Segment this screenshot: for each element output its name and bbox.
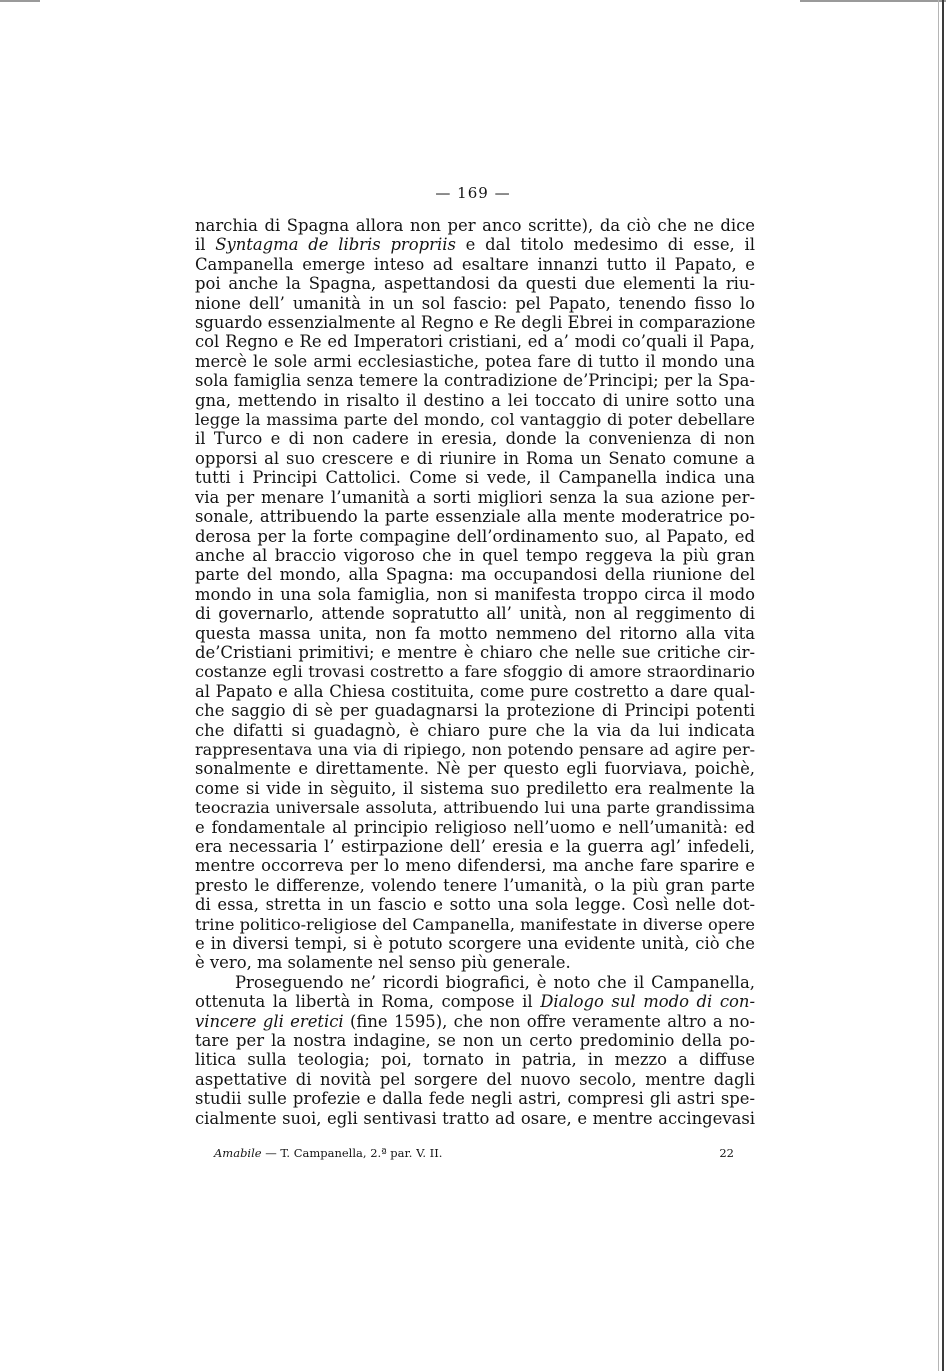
text-line: di essa, stretta in un fascio e sotto una sola legge. Così nelle dot-	[195, 895, 755, 915]
text-run: il	[195, 235, 216, 255]
text-line: tare per la nostra indagine, se non un certo predominio della po-	[195, 1031, 755, 1051]
text-line: è vero, ma solamente nel senso più generale.	[195, 953, 571, 973]
text-line: mercè le sole armi ecclesiastiche, potea fare di tutto il mondo una	[195, 351, 755, 371]
text-line: litica sulla teologia; poi, tornato in patria, in mezzo a diffuse	[195, 1050, 755, 1070]
signature-mark: 22	[719, 1146, 734, 1160]
text-run: (fine 1595), che non offre veramente altro a no-	[343, 1011, 755, 1031]
text-line: sola famiglia senza temere la contradizione de’Principi; per la Spa-	[195, 371, 755, 391]
text-line: aspettative di novità pel sorgere del nuovo secolo, mentre dagli	[195, 1069, 755, 1089]
text-line: cialmente suoi, egli sentivasi tratto ad osare, e mentre accingevasi	[195, 1108, 755, 1128]
footer-author: Amabile	[214, 1146, 262, 1160]
text-line: studii sulle profezie e dalla fede negli astri, compresi gli astri spe-	[195, 1089, 755, 1109]
scan-right-edge	[942, 0, 944, 1371]
text-line: di governarlo, attende sopratutto all’ unità, non al reggimento di	[195, 604, 755, 624]
italic-title: vincere gli eretici	[195, 1011, 344, 1031]
scan-right-edge-shadow	[938, 0, 939, 1371]
page-number: — 169 —	[435, 184, 511, 202]
text-line: tutti i Principi Cattolici. Come si vede, il Campanella indica una	[195, 468, 755, 488]
text-line: che saggio di sè per guadagnarsi la protezione di Principi potenti	[195, 701, 755, 721]
text-run: ottenuta la libertà in Roma, compose il	[195, 992, 541, 1012]
text-line: presto le differenze, volendo tenere l’umanità, o la più gran parte	[195, 875, 755, 895]
text-line: legge la massima parte del mondo, col vantaggio di poter debellare	[195, 410, 755, 430]
text-line: col Regno e Re ed Imperatori cristiani, ed a’ modi co’quali il Papa,	[195, 332, 755, 352]
text-line: Campanella emerge inteso ad esaltare innanzi tutto il Papato, e	[195, 254, 755, 274]
text-line: narchia di Spagna allora non per anco scritte), da ciò che ne dice	[195, 216, 755, 235]
text-line	[195, 992, 755, 1011]
page-footer	[214, 1144, 734, 1162]
text-line: derosa per la forte compagine dell’ordinamento suo, al Papato, ed	[195, 526, 755, 546]
text-line	[195, 1012, 755, 1031]
text-run: e dal titolo medesimo di esse, il	[455, 235, 755, 255]
text-line	[195, 235, 755, 254]
text-line: al Papato e alla Chiesa costituita, come pure costretto a dare qual-	[195, 681, 755, 701]
text-line: nione dell’ umanità in un sol fascio: pel Papato, tenendo fisso lo	[195, 293, 755, 313]
text-line: che difatti si guadagnò, è chiaro pure che la via da lui indicata	[195, 720, 755, 740]
text-line: sonalmente e direttamente. Nè per questo egli fuorviava, poichè,	[195, 759, 755, 779]
text-line: era necessaria l’ estirpazione dell’ eresia e la guerra agl’ infedeli,	[195, 837, 755, 856]
text-line: Proseguendo ne’ ricordi biografici, è noto che il Campanella,	[235, 972, 755, 992]
text-line: sguardo essenzialmente al Regno e Re degli Ebrei in comparazione	[195, 313, 756, 333]
text-line: opporsi al suo crescere e di riunire in Roma un Senato comune a	[195, 448, 755, 468]
text-line: come si vide in sèguito, il sistema suo prediletto era realmente la	[195, 778, 755, 798]
text-line: mentre occorreva per lo meno difendersi, ma anche fare sparire e	[195, 856, 755, 876]
italic-title: Syntagma de libris propriis	[215, 235, 456, 255]
text-line: trine politico-religiose del Campanella, manifestate in diverse opere	[195, 914, 755, 934]
scan-top-edge-gap	[40, 0, 800, 2]
text-line: via per menare l’umanità a sorti migliori senza la sua azione per-	[195, 487, 755, 507]
text-line: parte del mondo, alla Spagna: ma occupandosi della riunione del	[195, 565, 755, 585]
text-line: e in diversi tempi, si è potuto scorgere una evidente unità, ciò che	[195, 934, 755, 954]
footer-reference	[214, 1144, 442, 1162]
text-line: il Turco e di non cadere in eresia, donde la convenienza di non	[195, 429, 755, 449]
text-line: rappresentava una via di ripiego, non potendo pensare ad agire per-	[195, 739, 755, 759]
footer-title: — T. Campanella, 2.ª par. V. II.	[261, 1146, 443, 1160]
italic-title: Dialogo sul modo di con-	[540, 992, 755, 1012]
text-line: gna, mettendo in risalto il destino a lei toccato di unire sotto una	[195, 390, 755, 410]
text-line: costanze egli trovasi costretto a fare sfoggio di amore straordinario	[195, 662, 755, 682]
text-line: sonale, attribuendo la parte essenziale alla mente moderatrice po-	[195, 507, 755, 527]
text-line: questa massa unita, non fa motto nemmeno del ritorno alla vita	[195, 623, 755, 643]
text-line: poi anche la Spagna, aspettandosi da questi due elementi la riu-	[195, 274, 755, 294]
body-text	[195, 216, 755, 1128]
text-line: teocrazia universale assoluta, attribuendo lui una parte grandissima	[195, 798, 755, 818]
text-line: e fondamentale al principio religioso nell’uomo e nell’umanità: ed	[195, 817, 755, 837]
text-line: mondo in una sola famiglia, non si manifesta troppo circa il modo	[195, 584, 755, 604]
text-line: anche al braccio vigoroso che in quel tempo reggeva la più gran	[195, 545, 755, 565]
text-line: de’Cristiani primitivi; e mentre è chiaro che nelle sue critiche cir-	[195, 642, 755, 662]
